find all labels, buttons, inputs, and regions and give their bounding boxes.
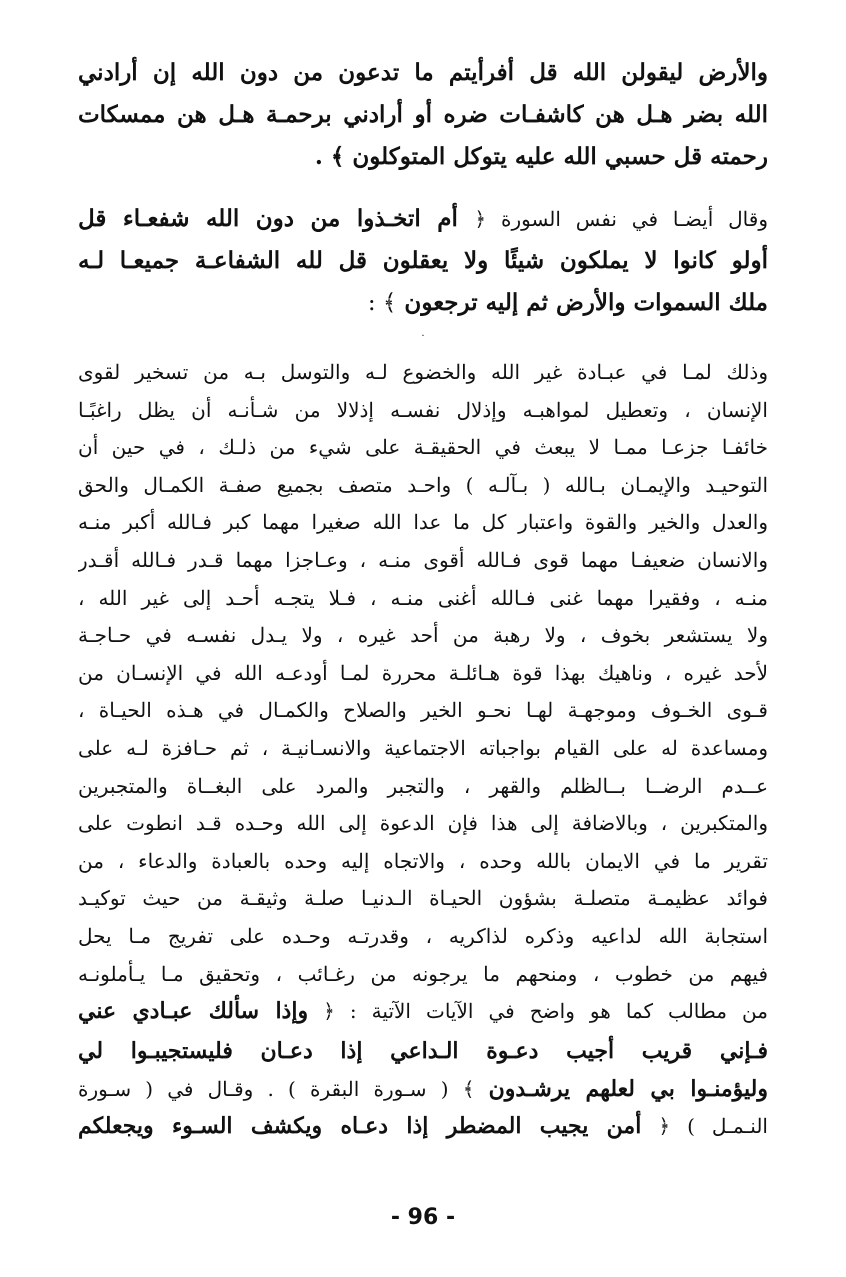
text-line: فيهم من خطوب ، ومنحهم ما يرجونه من رغـائب ، وتحقيق مـا يـأملونـه (78, 961, 768, 986)
text-line (78, 198, 768, 240)
text-line: والانسان ضعيفـا مهما قوى فـالله أقوى منـه ، وعـاجزا مهما قـدر فـالله أقـدر (78, 547, 768, 572)
paragraph-3 (78, 354, 768, 1146)
paragraph-2 (78, 198, 768, 324)
text-line: عــدم الرضــا بــالظلم والقهر ، والتجبر والمرد على البغــاة والمتجبرين (78, 773, 768, 798)
body-text: النـمـل ) ﴿ (658, 1114, 768, 1139)
page-number: - 96 - (390, 1205, 456, 1230)
text-line: التوحيـد والإيمـان بـالله ( بـآلـه ) واحـد متصف بجميع صفـة الكمـال والحق (78, 472, 768, 497)
text-line: الإنسان ، وتعطيل لمواهبـه وإذلال نفسـه إذلالا من شـأنـه أن يظل راغبًـا (78, 397, 768, 422)
text-line: منـه ، وفقيرا مهما غنى فـالله أغنى منـه ، فـلا يتجـه أحـد إلى غير الله ، (78, 585, 768, 610)
text-line: خائفـا جزعـا ممـا لا يبعث في الحقيقـة على شيء من ذلـك ، في حين أن (78, 435, 768, 460)
text-line (78, 993, 768, 1031)
text-line: والأرض ليقولن الله قل أفرأيتم ما تدعون من دون الله إن أرادني (78, 59, 768, 86)
quran-verse: ملك السموات والأرض ثم إليه ترجعون (404, 289, 768, 316)
text-line (78, 282, 768, 324)
text-line: والمتكبرين ، وبالاضافة إلى هذا فإن الدعوة إلى الله وحـده قـد انطوت على (78, 811, 768, 836)
text-line: قـوى الخـوف وموجهـة لهـا نحـو الخير والصلاح والكمـال في هـذه الحيـاة ، (78, 698, 768, 723)
text-line: لأحد غيره ، وناهيك بهذا قوة هـائلـة محررة لمـا أودعـه الله في الإنسـان من (78, 660, 768, 685)
text-line (78, 1071, 768, 1109)
quran-verse: أم اتخـذوا من دون الله شفعـاء قل (78, 205, 458, 232)
text-line: ومساعدة له على القيام بواجباته الاجتماعية والانسـانيـة ، ثم حـافزة لـه على (78, 735, 768, 760)
text-line: فوائد عظيمـة متصلـة بشؤون الحيـاة الـدنيـا صلـة وثيقـة من حيث توكيـد (78, 886, 768, 911)
text-line: والعدل والخير والقوة واعتبار كل ما عدا الله صغيرا مهما كبر فـالله أكبر منـه (78, 510, 768, 535)
separator-dot: . (421, 328, 425, 339)
text-line: الله بضر هـل هن كاشفـات ضره أو أرادني برحمـة هـل هن ممسكات (78, 101, 768, 128)
paragraph-1 (78, 52, 768, 178)
text-line: رحمته قل حسبي الله عليه يتوكل المتوكلون ﴾ . (314, 143, 768, 170)
text-line: فـإني قريب أجيب دعـوة الـداعي إذا دعـان فليستجيبـوا لي (78, 1037, 768, 1064)
text-line: أولو كانوا لا يملكون شيئًا ولا يعقلون قل لله الشفاعـة جميعـا لـه (78, 247, 768, 274)
text-line: استجابة الله لداعيه وذكره لذاكريه ، وقدرتـه وحـده على تفريج مـا يحل (78, 923, 768, 948)
body-text: من مطالب كما هو واضح في الآيات الآتية : ﴿ (323, 999, 768, 1024)
verse-end: ﴾ : (367, 290, 397, 316)
body-text: ﴾ ( سـورة البقرة ) . وقـال في ( سـورة (78, 1076, 475, 1101)
text-line (78, 1108, 768, 1146)
text-line: تقرير ما في الايمان بالله وحده ، والاتجاه إليه وحده بالعبادة والدعاء ، من (78, 848, 768, 873)
quran-verse: أمن يجيب المضطر إذا دعـاه ويكشف السـوء ويجعلكم (78, 1113, 642, 1140)
text-line: ولا يستشعر بخوف ، ولا رهبة من أحد غيره ، ولا يـدل نفسـه في حـاجـة (78, 623, 768, 648)
quran-verse: وليؤمنـوا بي لعلهم يرشـدون (488, 1075, 768, 1102)
quran-verse: وإذا سألك عبـادي عني (78, 998, 309, 1025)
intro-text: وقال أيضـا في نفس السورة ﴿ (474, 207, 768, 231)
text-line: وذلك لمـا في عبـادة غير الله والخضوع لـه والتوسل بـه من تسخير لقوى (78, 360, 768, 384)
